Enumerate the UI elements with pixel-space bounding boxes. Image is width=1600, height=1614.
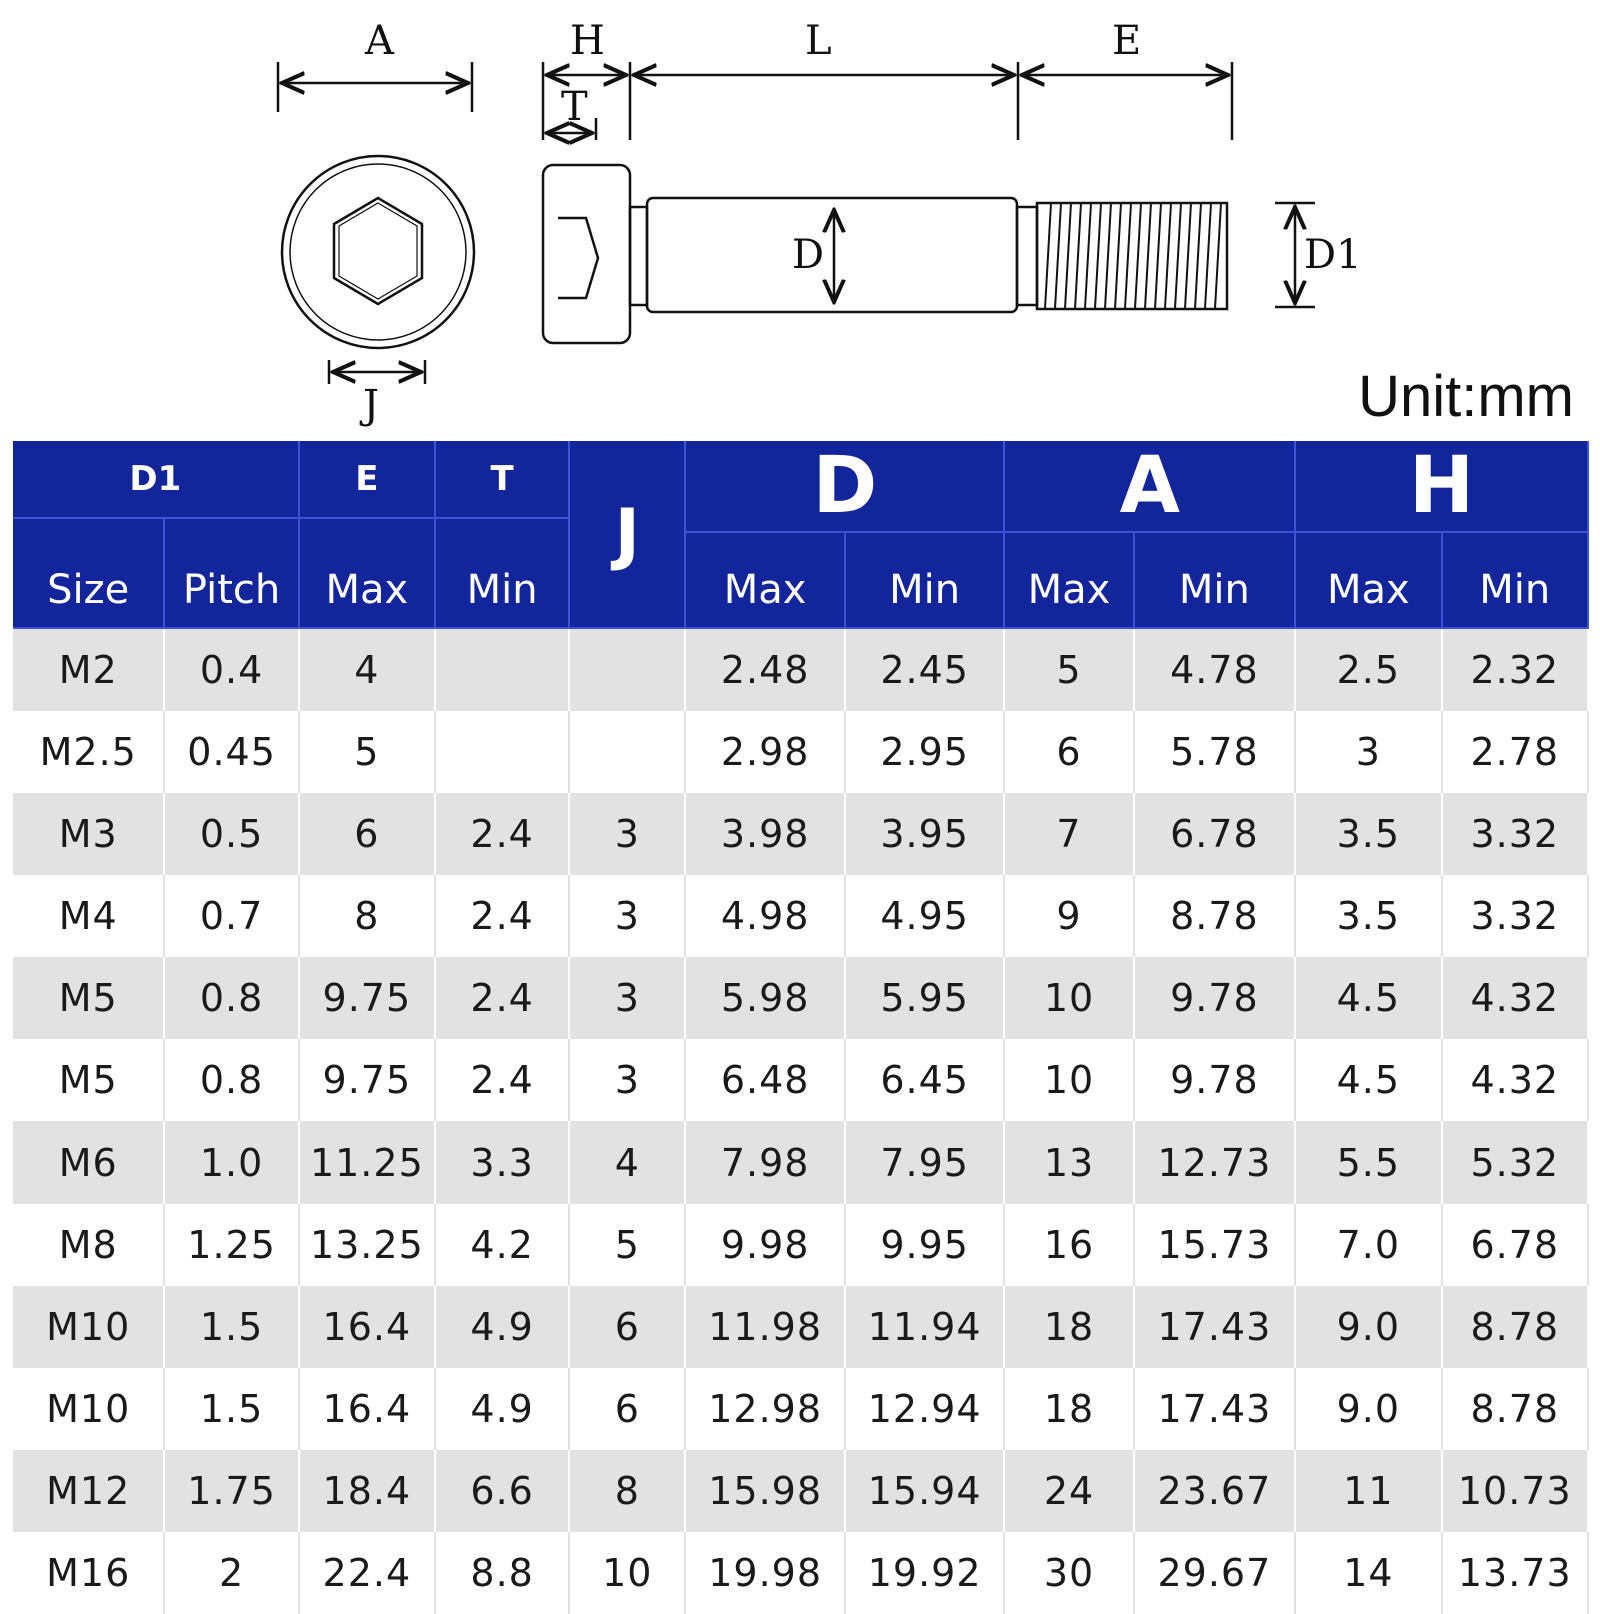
cell: 3.95 (845, 793, 1005, 875)
cell: M6 (13, 1121, 164, 1203)
table-row (13, 1532, 1588, 1614)
cell: 2.32 (1442, 628, 1588, 711)
cell: 10.73 (1442, 1450, 1588, 1532)
cell: 8 (569, 1450, 685, 1532)
cell: 18.4 (299, 1450, 435, 1532)
cell: 2.95 (845, 711, 1005, 793)
cell: 7.0 (1295, 1204, 1441, 1286)
cell: 1.5 (164, 1368, 298, 1450)
table-row (13, 1286, 1588, 1368)
cell: M5 (13, 1039, 164, 1121)
table-row (13, 875, 1588, 957)
table-row (13, 1204, 1588, 1286)
cell: M10 (13, 1368, 164, 1450)
cell (435, 628, 569, 711)
cell: 6.48 (685, 1039, 845, 1121)
header-size: Size (13, 518, 164, 628)
cell: 8.8 (435, 1532, 569, 1614)
cell: 4.5 (1295, 957, 1441, 1039)
cell: 4.9 (435, 1286, 569, 1368)
header-h-max: Max (1295, 532, 1441, 628)
cell: 2.4 (435, 793, 569, 875)
cell: 0.4 (164, 628, 298, 711)
cell: 6 (569, 1286, 685, 1368)
cell (435, 711, 569, 793)
cell: 6.6 (435, 1450, 569, 1532)
bolt-head-end-view-icon (282, 156, 474, 348)
cell: 4.9 (435, 1368, 569, 1450)
cell: 5 (1004, 628, 1133, 711)
dim-label-l: L (805, 18, 832, 64)
cell: M12 (13, 1450, 164, 1532)
cell: 10 (1004, 957, 1133, 1039)
header-a-max: Max (1004, 532, 1133, 628)
cell: 14 (1295, 1532, 1441, 1614)
cell: 8.78 (1134, 875, 1296, 957)
cell: 19.92 (845, 1532, 1005, 1614)
cell: 0.8 (164, 957, 298, 1039)
cell: 9.78 (1134, 957, 1296, 1039)
header-e: E (299, 441, 435, 518)
cell: 9 (1004, 875, 1133, 957)
cell: 5 (299, 711, 435, 793)
cell: 18 (1004, 1286, 1133, 1368)
cell: 3.5 (1295, 875, 1441, 957)
cell: 19.98 (685, 1532, 845, 1614)
cell: 7 (1004, 793, 1133, 875)
cell: 6 (569, 1368, 685, 1450)
table-row (13, 957, 1588, 1039)
cell: 16 (1004, 1204, 1133, 1286)
header-t-min: Min (435, 518, 569, 628)
cell: 2 (164, 1532, 298, 1614)
cell: 3.98 (685, 793, 845, 875)
cell: 1.0 (164, 1121, 298, 1203)
cell: 8 (299, 875, 435, 957)
cell: 9.78 (1134, 1039, 1296, 1121)
cell: 5.5 (1295, 1121, 1441, 1203)
cell: 3.5 (1295, 793, 1441, 875)
header-a-min: Min (1134, 532, 1296, 628)
dim-label-d1: D1 (1304, 232, 1362, 278)
cell: 12.94 (845, 1368, 1005, 1450)
cell: 23.67 (1134, 1450, 1296, 1532)
cell: 3.3 (435, 1121, 569, 1203)
cell: 18 (1004, 1368, 1133, 1450)
cell: 5.32 (1442, 1121, 1588, 1203)
cell: 2.5 (1295, 628, 1441, 711)
cell: 3.32 (1442, 793, 1588, 875)
cell: 9.0 (1295, 1286, 1441, 1368)
cell: 5.78 (1134, 711, 1296, 793)
cell: M2 (13, 628, 164, 711)
cell: 4.78 (1134, 628, 1296, 711)
header-h: H (1295, 441, 1588, 532)
header-d: D (685, 441, 1004, 532)
cell: 2.78 (1442, 711, 1588, 793)
header-d1: D1 (13, 441, 299, 518)
header-a: A (1004, 441, 1295, 532)
cell: 6.78 (1442, 1204, 1588, 1286)
cell: 3.32 (1442, 875, 1588, 957)
cell: 13.25 (299, 1204, 435, 1286)
cell: 4.5 (1295, 1039, 1441, 1121)
cell: 12.73 (1134, 1121, 1296, 1203)
cell: 4.2 (435, 1204, 569, 1286)
cell: 11.94 (845, 1286, 1005, 1368)
cell: M8 (13, 1204, 164, 1286)
cell: 9.75 (299, 1039, 435, 1121)
header-j: J (569, 441, 685, 628)
cell: 0.5 (164, 793, 298, 875)
unit-label: Unit:mm (1358, 364, 1574, 429)
cell: 6.45 (845, 1039, 1005, 1121)
cell: 2.45 (845, 628, 1005, 711)
cell: 9.98 (685, 1204, 845, 1286)
cell: 10 (569, 1532, 685, 1614)
cell: 29.67 (1134, 1532, 1296, 1614)
table-row (13, 1039, 1588, 1121)
spec-table-body (13, 628, 1588, 1614)
dim-label-d: D (792, 232, 825, 278)
dim-label-h: H (570, 18, 605, 64)
cell: 5.95 (845, 957, 1005, 1039)
header-h-min: Min (1442, 532, 1588, 628)
cell: 15.94 (845, 1450, 1005, 1532)
cell: 4 (299, 628, 435, 711)
cell: 8.78 (1442, 1368, 1588, 1450)
cell: 3 (569, 957, 685, 1039)
cell: 15.73 (1134, 1204, 1296, 1286)
cell: 5.98 (685, 957, 845, 1039)
dim-label-j: J (363, 382, 380, 428)
cell: 30 (1004, 1532, 1133, 1614)
cell: 13.73 (1442, 1532, 1588, 1614)
header-pitch: Pitch (164, 518, 298, 628)
cell: 0.8 (164, 1039, 298, 1121)
cell: M5 (13, 957, 164, 1039)
table-row (13, 1450, 1588, 1532)
cell: 3 (1295, 711, 1441, 793)
cell: 2.48 (685, 628, 845, 711)
cell: 0.7 (164, 875, 298, 957)
cell: 15.98 (685, 1450, 845, 1532)
dim-label-e: E (1112, 18, 1142, 64)
cell: 6 (1004, 711, 1133, 793)
dim-label-t: T (561, 84, 588, 130)
cell: M16 (13, 1532, 164, 1614)
cell: M4 (13, 875, 164, 957)
cell: 7.95 (845, 1121, 1005, 1203)
cell: 0.45 (164, 711, 298, 793)
cell: 6.78 (1134, 793, 1296, 875)
cell: 2.4 (435, 957, 569, 1039)
cell (569, 711, 685, 793)
header-e-max: Max (299, 518, 435, 628)
cell: 2.4 (435, 1039, 569, 1121)
cell: 4.32 (1442, 957, 1588, 1039)
cell: 4 (569, 1121, 685, 1203)
cell: 1.25 (164, 1204, 298, 1286)
table-row (13, 711, 1588, 793)
table-row (13, 793, 1588, 875)
cell: 13 (1004, 1121, 1133, 1203)
cell: 11.25 (299, 1121, 435, 1203)
spec-table (13, 441, 1589, 1614)
cell: 5 (569, 1204, 685, 1286)
cell: 1.5 (164, 1286, 298, 1368)
cell: 3 (569, 875, 685, 957)
cell: 8.78 (1442, 1286, 1588, 1368)
cell: 12.98 (685, 1368, 845, 1450)
table-row (13, 628, 1588, 711)
cell: 6 (299, 793, 435, 875)
cell: 16.4 (299, 1368, 435, 1450)
cell: M10 (13, 1286, 164, 1368)
cell: 9.75 (299, 957, 435, 1039)
table-row (13, 1368, 1588, 1450)
cell: 4.98 (685, 875, 845, 957)
dim-label-a: A (365, 18, 394, 64)
cell: 7.98 (685, 1121, 845, 1203)
cell: 3 (569, 1039, 685, 1121)
cell: 17.43 (1134, 1368, 1296, 1450)
header-d-min: Min (845, 532, 1005, 628)
header-t: T (435, 441, 569, 518)
header-d-max: Max (685, 532, 845, 628)
cell: M2.5 (13, 711, 164, 793)
cell: 3 (569, 793, 685, 875)
cell: 22.4 (299, 1532, 435, 1614)
cell: 9.0 (1295, 1368, 1441, 1450)
cell: 9.95 (845, 1204, 1005, 1286)
cell: 2.4 (435, 875, 569, 957)
cell: 4.32 (1442, 1039, 1588, 1121)
cell: 11 (1295, 1450, 1441, 1532)
cell: 10 (1004, 1039, 1133, 1121)
cell: 16.4 (299, 1286, 435, 1368)
cell (569, 628, 685, 711)
cell: 24 (1004, 1450, 1133, 1532)
cell: 2.98 (685, 711, 845, 793)
cell: 4.95 (845, 875, 1005, 957)
cell: M3 (13, 793, 164, 875)
cell: 1.75 (164, 1450, 298, 1532)
table-row (13, 1121, 1588, 1203)
cell: 11.98 (685, 1286, 845, 1368)
bolt-side-view-icon (543, 165, 1227, 343)
cell: 17.43 (1134, 1286, 1296, 1368)
